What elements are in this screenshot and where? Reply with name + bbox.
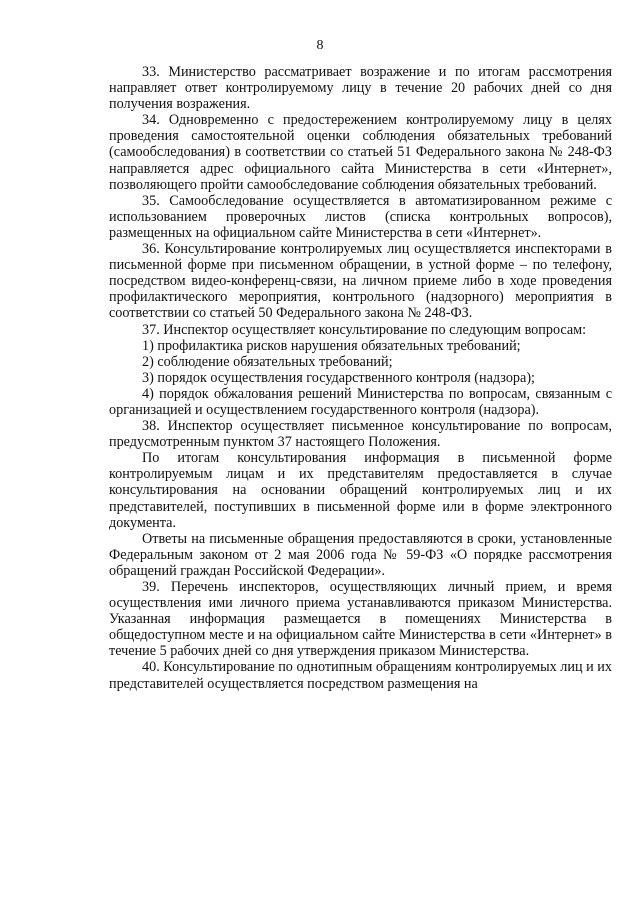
paragraph-written-answers: Ответы на письменные обращения предоставляются в сроки, установленные Федеральным законом от 2 мая 2006 года № 59-ФЗ «О порядке рассмотрения обращений граждан Российской Федерации». bbox=[109, 530, 612, 579]
paragraph-36: 36. Консультирование контролируемых лиц осуществляется инспекторами в письменной форме при письменном обращении, в устной форме – по телефону, посредством видео-конференц-связи, на личном приеме либо в ходе проведения профилактического мероприятия, контрольного (надзорного) мероприятия в соответствии со статьей 50 Федерального закона № 248-ФЗ. bbox=[109, 241, 612, 322]
paragraph-34: 34. Одновременно с предостережением контролируемому лицу в целях проведения самостоятельной оценки соблюдения обязательных требований (самообследования) в соответствии со статьей 51 Федерального закона № 248-ФЗ направляется адрес официального сайта Министерства в сети «Интернет», позволяющего пройти самообследование соблюдения обязательных требований. bbox=[109, 112, 612, 193]
list-item: 1) профилактика рисков нарушения обязательных требований; bbox=[142, 337, 521, 354]
paragraph-40: 40. Консультирование по однотипным обращениям контролируемых лиц и их представителей осуществляется посредством размещения на bbox=[109, 659, 612, 692]
paragraph-33: 33. Министерство рассматривает возражение и по итогам рассмотрения направляет ответ контролируемому лицу в течение 20 рабочих дней со дня получения возражения. bbox=[109, 64, 612, 113]
paragraph-consultation-results: По итогам консультирования информация в письменной форме контролируемым лицам и их представителям предоставляется в случае консультирования на основании обращений контролируемых лиц и их представителей, поступивших в письменной форме или в форме электронного документа. bbox=[109, 450, 612, 531]
paragraph-38: 38. Инспектор осуществляет письменное консультирование по вопросам, предусмотренным пунктом 37 настоящего Положения. bbox=[109, 418, 612, 451]
paragraph-35: 35. Самообследование осуществляется в автоматизированном режиме с использованием проверочных листов (списка контрольных вопросов), размещенных на официальном сайте Министерства в сети «Интернет». bbox=[109, 192, 612, 241]
paragraph-37: 37. Инспектор осуществляет консультирование по следующим вопросам: bbox=[142, 321, 587, 338]
list-item: 4) порядок обжалования решений Министерства по вопросам, связанным с организацией и осуществлением государственного контроля (надзора). bbox=[109, 385, 612, 418]
list-item: 3) порядок осуществления государственного контроля (надзора); bbox=[142, 369, 535, 386]
page-number: 8 bbox=[316, 38, 324, 53]
document-body bbox=[109, 64, 612, 692]
paragraph-39: 39. Перечень инспекторов, осуществляющих личный прием, и время осуществления ими личного приема устанавливаются приказом Министерства. Указанная информация размещается в помещениях Министерства в общедоступном месте и на официальном сайте Министерства в сети «Интернет» в течение 5 рабочих дней со дня утверждения приказом Министерства. bbox=[109, 579, 612, 660]
list-item: 2) соблюдение обязательных требований; bbox=[142, 353, 393, 370]
